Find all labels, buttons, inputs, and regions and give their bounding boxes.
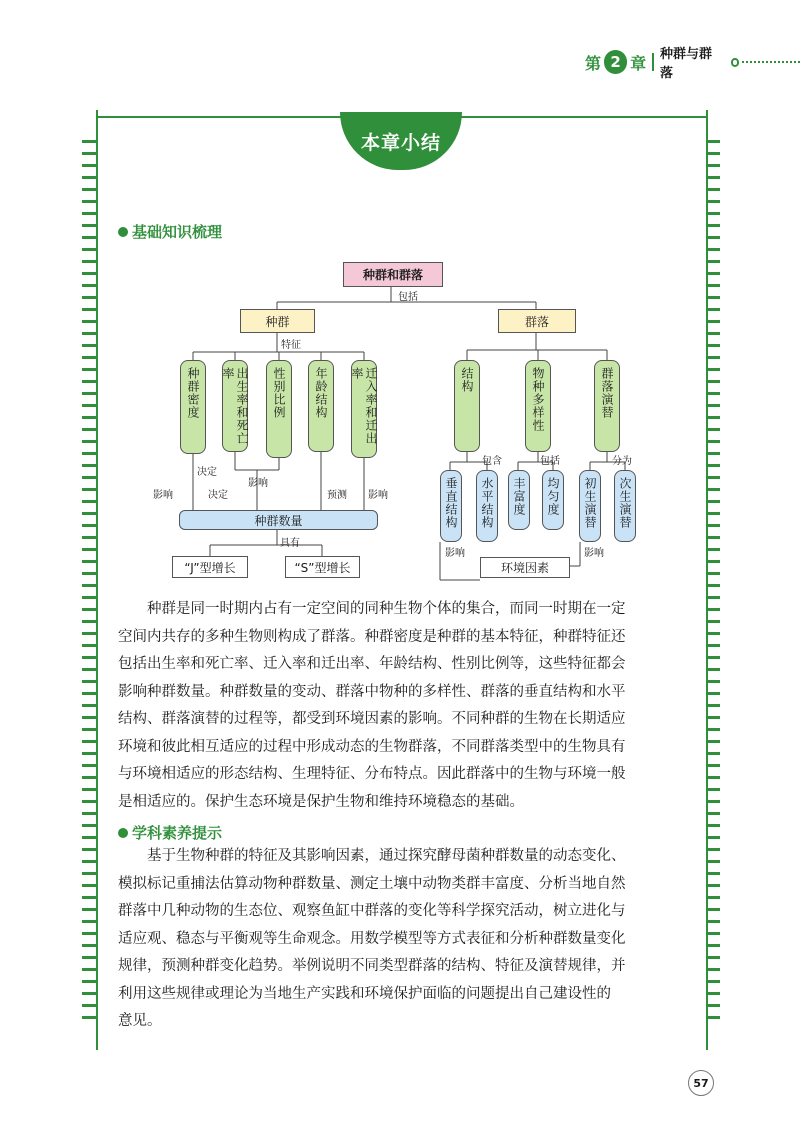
environment-box: 环境因素	[480, 557, 570, 578]
label-influence-2: 影响	[248, 478, 268, 489]
summary-title: 本章小结	[340, 112, 462, 170]
label-features: 特征	[281, 340, 301, 351]
comm-feature-structure: 结构	[454, 360, 480, 452]
label-influence-1: 影响	[153, 490, 173, 501]
label-has: 具有	[280, 538, 300, 549]
population-box: 种群	[240, 309, 315, 333]
label-predict: 预测	[327, 490, 347, 501]
community-box: 群落	[498, 309, 576, 333]
pop-feature-age-structure: 年龄结构	[308, 360, 334, 452]
detail-evenness: 均匀度	[542, 470, 564, 530]
label-influence-5: 影响	[584, 548, 604, 559]
detail-vertical-structure: 垂直结构	[440, 470, 462, 542]
page-number: 57	[688, 1070, 714, 1096]
label-divides: 分为	[612, 456, 632, 467]
paragraph-line: 包括出生率和死亡率、迁入率和迁出率、年龄结构、性别比例等，这些特征都会	[118, 656, 626, 672]
label-influence-4: 影响	[445, 548, 465, 559]
comm-feature-succession: 群落演替	[594, 360, 620, 452]
paragraph-line: 群落中几种动物的生态位、观察鱼缸中群落的变化等科学探究活动，树立进化与	[118, 903, 626, 919]
paragraph-line: 模拟标记重捕法估算动物种群数量、测定土壤中动物类群丰富度、分析当地自然	[118, 875, 626, 892]
label-includes: 包括	[540, 456, 560, 467]
pop-feature-density: 种群密度	[180, 360, 206, 454]
detail-secondary-succession: 次生演替	[614, 470, 636, 542]
label-decide-1: 决定	[197, 467, 217, 478]
growth-s-box: “S”型增长	[285, 556, 360, 578]
diagram-root-box: 种群和群落	[343, 262, 443, 287]
section-literacy-tips	[118, 822, 222, 843]
pop-feature-sex-ratio: 性别比例	[266, 360, 292, 458]
section-title: 学科素养提示	[132, 824, 223, 842]
chapter-title: 种群与群落	[660, 47, 713, 81]
population-count-box: 种群数量	[179, 510, 378, 530]
detail-primary-succession: 初生演替	[579, 470, 601, 542]
paragraph-line: 规律，预测种群变化趋势。举例说明不同类型群落的结构、特征及演替规律，并	[118, 958, 626, 974]
pop-feature-birth-death: 出生率和死亡率	[222, 360, 248, 452]
paragraph-line: 是相适应的。保护生态环境是保护生物和维持环境稳态的基础。	[118, 793, 524, 810]
paragraph-line: 意见。	[118, 1013, 162, 1029]
paragraph-line: 影响种群数量。种群数量的变动、群落中物种的多样性、群落的垂直结构和水平	[118, 683, 626, 700]
paragraph-line: 结构、群落演替的过程等，都受到环境因素的影响。不同种群的生物在长期适应	[118, 711, 626, 727]
paragraph-line: 利用这些规律或理论为当地生产实践和环境保护面临的问题提出自己建设性的	[118, 985, 611, 1002]
section-title: 基础知识梳理	[132, 223, 223, 241]
section-bullet-icon	[118, 828, 128, 838]
pop-feature-migration: 迁入率和迁出率	[351, 360, 377, 458]
chapter-number: 2	[604, 50, 627, 74]
detail-richness: 丰富度	[508, 470, 530, 530]
chapter-suffix: 章	[630, 53, 647, 73]
growth-j-box: “J”型增长	[172, 556, 248, 578]
paragraph-line: 种群是同一时期内占有一定空间的同种生物个体的集合，而同一时期在一定	[147, 601, 626, 617]
literacy-paragraph	[118, 843, 683, 1036]
summary-paragraph	[118, 596, 683, 816]
paragraph-line: 适应观、稳态与平衡观等生命观念。用数学模型等方式表征和分析种群数量变化	[118, 930, 626, 947]
detail-horizontal-structure: 水平结构	[476, 470, 498, 542]
label-decide-2: 决定	[208, 490, 228, 501]
comm-feature-diversity: 物种多样性	[525, 360, 551, 452]
chapter-prefix: 第	[585, 53, 602, 73]
paragraph-line: 空间内共存的多种生物则构成了群落。种群密度是种群的基本特征，种群特征还	[118, 628, 626, 645]
label-contains: 包含	[482, 456, 502, 467]
label-influence-3: 影响	[368, 490, 388, 501]
paragraph-line: 基于生物种群的特征及其影响因素，通过探究酵母菌种群数量的动态变化、	[147, 848, 626, 864]
label-includes-root: 包括	[398, 292, 418, 303]
paragraph-line: 与环境相适应的形态结构、生理特征、分布特点。因此群落中的生物与环境一般	[118, 766, 626, 782]
paragraph-line: 环境和彼此相互适应的过程中形成动态的生物群落，不同群落类型中的生物具有	[118, 738, 626, 755]
